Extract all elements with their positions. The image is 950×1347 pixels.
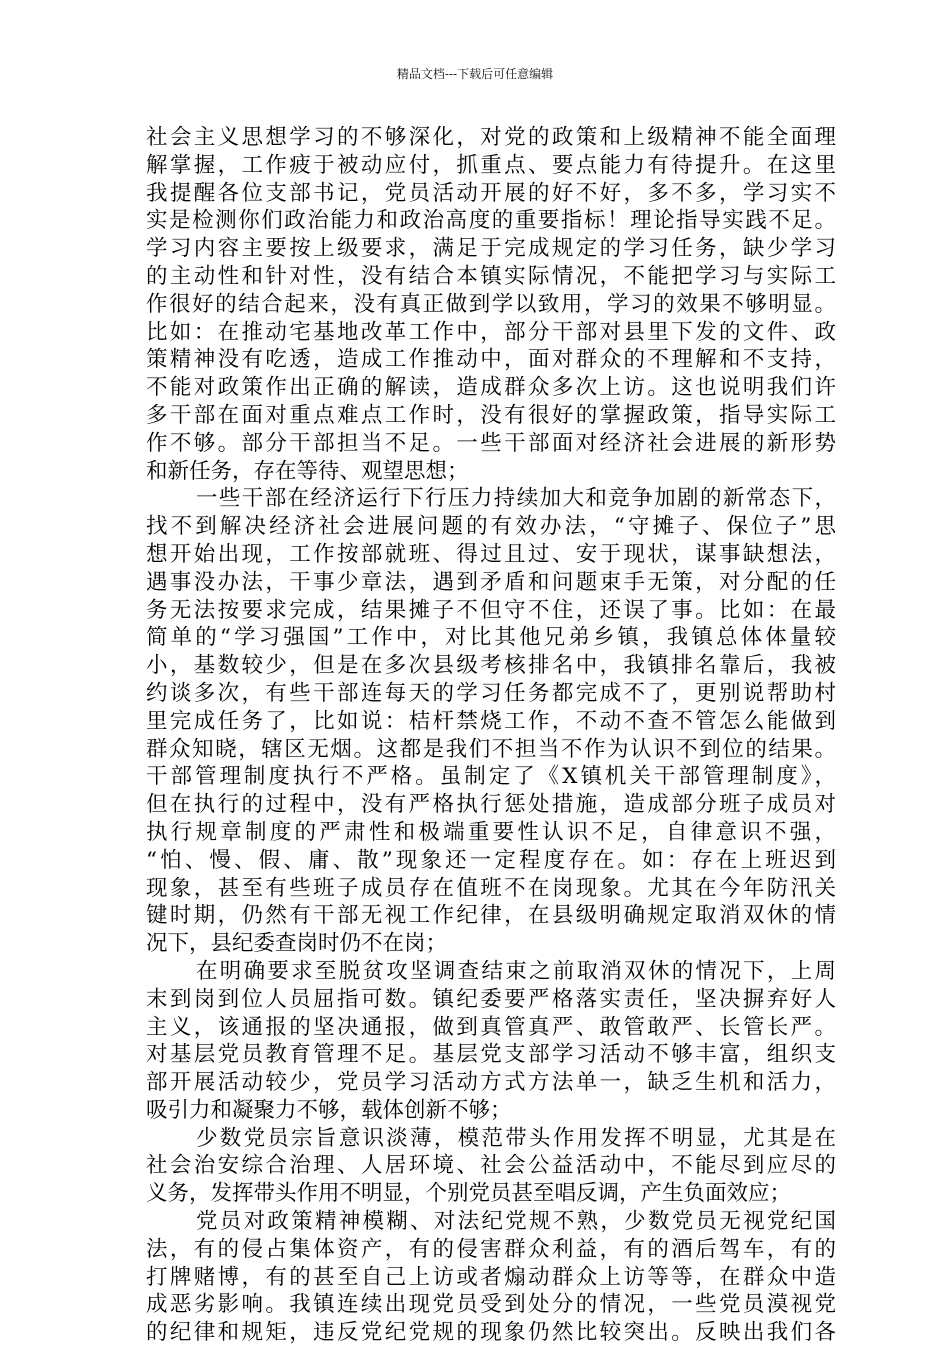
- document-body: [146, 124, 836, 1347]
- text-line: 想开始出现，工作按部就班、得过且过、安于现状，谋事缺想法，: [146, 541, 836, 567]
- text-line: 遇事没办法，干事少章法，遇到矛盾和问题束手无策，对分配的任: [146, 569, 836, 595]
- text-line: 小，基数较少，但是在多次县级考核排名中，我镇排名靠后，我被: [146, 653, 836, 679]
- text-line: 的主动性和针对性，没有结合本镇实际情况，不能把学习与实际工: [146, 263, 836, 289]
- text-line: 不能对政策作出正确的解读，造成群众多次上访。这也说明我们许: [146, 375, 836, 401]
- text-line: 群众知晓，辖区无烟。这都是我们不担当不作为认识不到位的结果。: [146, 736, 836, 762]
- text-line: 约谈多次，有些干部连每天的学习任务都完成不了，更别说帮助村: [146, 680, 836, 706]
- text-line: 实是检测你们政治能力和政治高度的重要指标！理论指导实践不足。: [146, 208, 836, 234]
- text-line: 打牌赌博，有的甚至自己上访或者煽动群众上访等等，在群众中造: [146, 1264, 836, 1290]
- text-line: 作不够。部分干部担当不足。一些干部面对经济社会进展的新形势: [146, 430, 836, 456]
- text-line: 少数党员宗旨意识淡薄，模范带头作用发挥不明显，尤其是在: [196, 1125, 836, 1151]
- text-line: 里完成任务了，比如说：桔杆禁烧工作，不动不查不管怎么能做到: [146, 708, 836, 734]
- text-line: 法，有的侵占集体资产，有的侵害群众利益，有的酒后驾车，有的: [146, 1236, 836, 1262]
- text-line: “怕、慢、假、庸、散”现象还一定程度存在。如：存在上班迟到: [146, 847, 836, 873]
- text-line: 比如：在推动宅基地改革工作中，部分干部对县里下发的文件、政: [146, 319, 836, 345]
- text-line: 干部管理制度执行不严格。虽制定了《X镇机关干部管理制度》，: [146, 764, 836, 790]
- text-line: 执行规章制度的严肃性和极端重要性认识不足，自律意识不强，: [146, 819, 836, 845]
- text-line: 对基层党员教育管理不足。基层党支部学习活动不够丰富，组织支: [146, 1042, 836, 1068]
- text-line: 主义，该通报的坚决通报，做到真管真严、敢管敢严、长管长严。: [146, 1014, 836, 1040]
- text-line: 成恶劣影响。我镇连续出现党员受到处分的情况，一些党员漠视党: [146, 1292, 836, 1318]
- text-line: 一些干部在经济运行下行压力持续加大和竞争加剧的新常态下，: [196, 486, 836, 512]
- text-line: 社会治安综合治理、人居环境、社会公益活动中，不能尽到应尽的: [146, 1153, 836, 1179]
- text-line: 键时期，仍然有干部无视工作纪律，在县级明确规定取消双休的情: [146, 903, 836, 929]
- text-line: 务无法按要求完成，结果摊子不但守不住，还误了事。比如：在最: [146, 597, 836, 623]
- text-line: 的纪律和规矩，违反党纪党规的现象仍然比较突出。反映出我们各: [146, 1320, 836, 1346]
- text-line: 作很好的结合起来，没有真正做到学以致用，学习的效果不够明显。: [146, 291, 836, 317]
- text-line: 部开展活动较少，党员学习活动方式方法单一，缺乏生机和活力，: [146, 1070, 836, 1096]
- text-line: 但在执行的过程中，没有严格执行惩处措施，造成部分班子成员对: [146, 792, 836, 818]
- text-line: 末到岗到位人员屈指可数。镇纪委要严格落实责任，坚决摒弃好人: [146, 986, 836, 1012]
- text-line: 多干部在面对重点难点工作时，没有很好的掌握政策，指导实际工: [146, 402, 836, 428]
- text-line: 解掌握，工作疲于被动应付，抓重点、要点能力有待提升。在这里: [146, 152, 836, 178]
- text-line: 党员对政策精神模糊、对法纪党规不熟，少数党员无视党纪国: [196, 1209, 836, 1235]
- text-line: 策精神没有吃透，造成工作推动中，面对群众的不理解和不支持，: [146, 347, 836, 373]
- text-line: 况下，县纪委查岗时仍不在岗；: [146, 931, 448, 957]
- text-line: 在明确要求至脱贫攻坚调查结束之前取消双休的情况下，上周: [196, 958, 836, 984]
- text-line: 吸引力和凝聚力不够，载体创新不够；: [146, 1097, 512, 1123]
- page-header: 精品文档---下载后可任意编辑: [396, 67, 554, 81]
- text-line: 我提醒各位支部书记，党员活动开展的好不好，多不多，学习实不: [146, 180, 836, 206]
- text-line: 简单的“学习强国”工作中，对比其他兄弟乡镇，我镇总体体量较: [146, 625, 836, 651]
- text-line: 和新任务，存在等待、观望思想；: [146, 458, 469, 484]
- text-line: 找不到解决经济社会进展问题的有效办法，“守摊子、保位子”思: [146, 514, 836, 540]
- text-line: 社会主义思想学习的不够深化，对党的政策和上级精神不能全面理: [146, 125, 836, 150]
- text-line: 现象，甚至有些班子成员存在值班不在岗现象。尤其在今年防汛关: [146, 875, 836, 901]
- text-line: 义务，发挥带头作用不明显，个别党员甚至唱反调，产生负面效应；: [146, 1181, 792, 1207]
- text-line: 学习内容主要按上级要求，满足于完成规定的学习任务，缺少学习: [146, 236, 836, 262]
